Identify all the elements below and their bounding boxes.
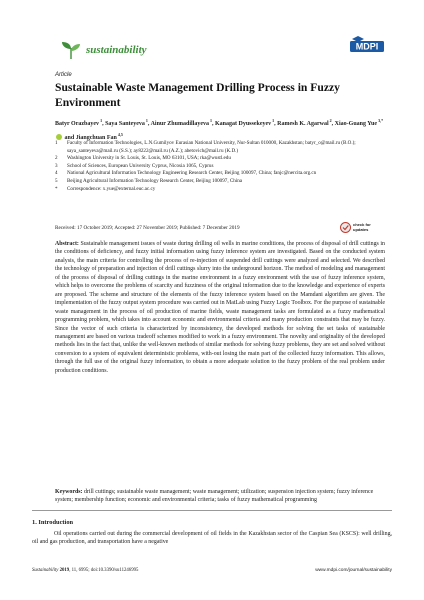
affiliation-number: 1 <box>55 140 58 146</box>
article-type: Article <box>55 72 72 78</box>
footer-citation <box>32 568 138 573</box>
author-list <box>55 116 385 143</box>
author-affiliation-marker: 1 <box>271 118 275 123</box>
author-separator: , <box>211 121 215 127</box>
mdpi-logo-icon <box>350 36 384 52</box>
abstract <box>55 240 385 375</box>
affiliation-item <box>55 170 385 178</box>
footer-doi: , 11, 6995; doi:10.3390/su11246995 <box>69 568 139 573</box>
author-separator: and <box>63 134 76 141</box>
affiliation-text: Beijing Agricultural Information Technology Research Center, Beijing 100097, China <box>67 177 243 184</box>
footer-journal: Sustainability <box>32 568 59 573</box>
author-name: Batyr Orazbayev <box>55 121 100 127</box>
affiliation-text: Washington University in St. Louis, St. Louis, MO 63101, USA; rka@wustl.edu <box>67 155 231 162</box>
sprout-logo-icon <box>60 40 82 60</box>
mdpi-logo-text: MDPI <box>355 41 379 52</box>
abstract-text: Sustainable management issues of waste during drilling oil wells in marine conditions, the process of disposal of drill cuttings in the conditions of deficiency, and fuzzy initial information using fuzzy inference system are investigated. Based on the conducted system analysis, the main criteria for controlling the process of re-injection of suspended drill cuttings were analyzed and selected. We described the technology of preparation and injection of drill cuttings slurry into the underground horizon. The method of modeling and management of the process of disposal of drilling cuttings in the marine environment in a fuzzy environment with the use of fuzzy inference system, which helps to overcome the problems of scarcity and fuzziness of the original information due to the knowledge and experience of experts are proposed. The scheme and structure of the elements of the fuzzy inference system based on the Mamdani algorithm are given. The implementation of the fuzzy output system procedure was carried out in MatLab using Fuzzy Logic Toolbox. For the purpose of sustainable waste management in the process of oil production of marine fields, waste management tasks are formulated as a fuzzy mathematical programming problem, which takes into account economic and environmental criteria and many production constraints that may be fuzzy. Since the vector of such criteria is characterized by inconsistency, the developed methods for solving the set tasks of sustainable management are based on various tradeoff schemes modified to work in a fuzzy environment. The novelty and originality of the developed methods lies in the fact that, unlike the well-known methods of similar methods for solving fuzzy problems, they are set and solved without conversion to a system of equivalent deterministic problems, with-out losing the main part of the collected fuzzy information. This allows, through the full use of the original fuzzy information, to obtain a more adequate solution to the fuzzy problem of the real problem under production conditions. <box>55 241 385 374</box>
affiliation-text: National Agricultural Information Technology Engineering Research Center, Beijing 100097, China; fanjc@nercita.org.cn <box>67 170 317 177</box>
journal-name: sustainability <box>86 44 147 56</box>
footer-year: 2019 <box>59 568 70 573</box>
author-affiliation-marker: 1 <box>208 118 212 123</box>
affiliation-number: 5 <box>55 177 58 184</box>
affiliation-text: School of Sciences, European University Cyprus, Nicosia 1065, Cyprus <box>67 162 214 169</box>
author-separator: , <box>274 121 278 127</box>
publication-dates: Received: 17 October 2019; Accepted: 27 November 2019; Published: 7 December 2019 <box>55 225 240 231</box>
author-name: Saya Santeyeva <box>105 121 145 127</box>
author-separator: , <box>331 121 335 127</box>
page-footer <box>32 568 392 573</box>
affiliation-item <box>55 155 385 163</box>
affiliation-item <box>55 140 385 155</box>
affiliation-number: 3 <box>55 162 58 169</box>
author-affiliation-marker: 1 <box>144 118 148 123</box>
check-updates-line2: updates <box>353 226 369 232</box>
author-name: Xiao-Guang Yue <box>334 121 378 127</box>
keywords-label: Keywords: <box>55 489 83 495</box>
affiliation-number: 4 <box>55 170 58 177</box>
check-updates-line1: check for <box>353 222 371 227</box>
check-for-updates-badge[interactable] <box>340 222 371 233</box>
keywords-text: drill cuttings; sustainable waste management; waste management; utilization; suspension injection system; fuzzy inference system; membership function; economic and environmental criteria; tasks of fuzzy mathematical programming <box>55 489 374 504</box>
affiliation-number: * <box>55 185 58 192</box>
author-affiliation-marker: 4,5 <box>116 131 123 137</box>
author-separator: , <box>102 121 106 127</box>
author-separator: , <box>147 121 151 127</box>
affiliation-item <box>55 186 385 194</box>
keywords <box>55 488 385 505</box>
author-name: Ainur Zhumadillayeva <box>150 121 209 127</box>
affiliation-list <box>55 140 385 193</box>
section-divider <box>32 510 392 511</box>
introduction-paragraph: Oil operations carried out during the commercial development of oil fields in the Kazakhstan sector of the Caspian Sea (KSCS): well drilling, oil and gas production, and transportation have a negative <box>32 531 392 546</box>
paper-title: Sustainable Waste Management Drilling Process in Fuzzy Environment <box>55 81 340 109</box>
author-affiliation-marker: 1 <box>99 118 103 123</box>
author-name: Jiangchuan Fan <box>75 134 117 141</box>
author-name: Ramesh K. Agarwal <box>277 121 329 127</box>
author-affiliation-marker: 3,* <box>377 118 384 123</box>
affiliation-text: Faculty of Information Technologies, L.N.Gumilyov Eurasian National University, Nur-Sultan 010000, Kazakhstan; batyr_o@mail.ru (B.O.); saya_santeyeva@mail.ru (S.S.); ay8222@mail.ru (A.Z.); abetovich@mail.ru (K.D.) <box>67 140 356 154</box>
affiliation-number: 2 <box>55 155 58 162</box>
affiliation-text: Correspondence: x.yue@external.euc.ac.cy <box>67 185 156 192</box>
section-heading-introduction: 1. Introduction <box>32 519 74 526</box>
check-updates-icon <box>340 222 351 233</box>
orcid-icon[interactable] <box>56 134 62 140</box>
footer-url[interactable]: www.mdpi.com/journal/sustainability <box>315 568 392 573</box>
author-name: Kanagat Dyussekeyev <box>214 121 272 127</box>
journal-header <box>60 40 147 60</box>
abstract-label: Abstract: <box>55 241 79 247</box>
affiliation-item <box>55 178 385 186</box>
author-affiliation-marker: 2 <box>328 118 332 123</box>
